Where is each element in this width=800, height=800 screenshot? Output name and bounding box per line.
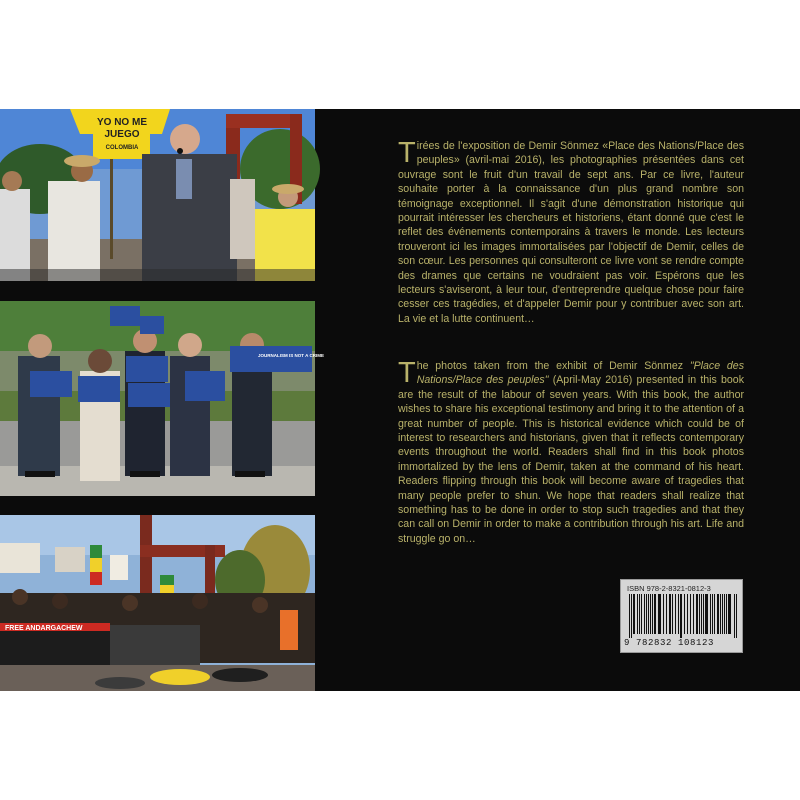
barcode-bar [652,594,653,634]
barcode-bar [684,594,685,634]
shirt-text-line-2: JUEGO [104,129,140,140]
english-exhibit-title: "Place des Nations/Place des peuples" [416,360,744,387]
barcode-bar [675,594,676,634]
barcode-bar [648,594,649,634]
barcode-bar [722,594,723,634]
barcode-bar [639,594,640,634]
barcode-bar [678,594,679,634]
french-dropcap: T [398,137,416,169]
barcode-bar [654,594,656,634]
photo-speaker-rally [0,109,315,281]
barcode-bar [646,594,647,634]
barcode-bar [637,594,638,634]
barcode-bar [717,594,719,634]
barcode-bar [710,594,711,634]
barcode-bar [690,594,691,634]
barcode-bar [714,594,715,634]
barcode-bar [687,594,688,634]
photo-ethiopian-protest [0,515,315,691]
barcode-bar [696,594,698,634]
barcode-bar [633,594,635,634]
barcode-bar [734,594,735,638]
barcode-bar [720,594,721,634]
shirt-text-line-3: COLOMBIA [105,145,139,151]
barcode-bar [724,594,725,634]
banner-text: FREE ANDARGACHEW [5,625,83,632]
barcode-bar [666,594,667,634]
english-text-before: he photos taken from the exhibit of Demir Sönmez [416,360,690,372]
photo-journalism-protest [0,301,324,496]
barcode-bar [644,594,645,634]
sign-text: JOURNALISM IS NOT A CRIME [258,353,324,358]
barcode-bar [631,594,632,638]
barcode-bar [736,594,737,638]
french-text: irées de l'exposition de Demir Sönmez «Place des Nations/Place des peuples» (avril-mai 2016), les photographies présentées dans cet ouvrage sont le fruit d'un travail de sept ans. Par ce livre, l'auteur souhaite porter à la connaissance d'un plus grand nombre son témoignage exceptionnel. Il s'agit d'une démonstration historique qui pourrait intéresser les chercheurs et historiens, étant donné que c'est le reflet des événements contemporains à travers le monde. Les lecteurs trouveront ici les images immortalisées par l'objectif de Demir, celles de son cœur. Les personnes qui consulteront ce livre vont se rendre compte des drames que certains ne voudraient pas voir. Espérons que les lecteurs s'aviseront, à leur tour, d'entreprendre quelque chose pour faire cesser ces tragédies, et d'appeler Demir pour y contribuer avec son art. La vie et la lutte continuent… [398,140,744,325]
barcode-bar [669,594,671,634]
english-description [398,359,744,546]
barcode-bar [712,594,713,634]
barcode-bar [705,594,708,634]
barcode-bar [658,594,661,634]
barcode-digits: 9 782832 108123 [624,638,715,648]
shirt-text-line-1: YO NO ME [96,117,148,128]
barcode-bar [699,594,700,634]
book-back-cover [0,109,800,691]
barcode-bar [703,594,704,634]
french-description [398,139,744,326]
barcode-bar [663,594,664,634]
barcode-bar [672,594,673,634]
barcode-bar [641,594,642,634]
barcode-bar [680,594,682,638]
barcode-bars-graphic [627,594,738,638]
barcode-bar [701,594,702,634]
barcode-bar [693,594,694,634]
barcode-bar [650,594,651,634]
isbn-barcode [620,579,743,653]
isbn-label: ISBN 978-2-8321-0812-3 [627,584,711,593]
barcode-bar [726,594,727,634]
english-dropcap: T [398,357,416,389]
barcode-bar [629,594,630,638]
barcode-bar [728,594,731,634]
english-text-after: (April-May 2016) presented in this book are the result of the labour of seven years. With this book, the author wishes to share his exceptional testimony and bring it to the attention of a great number of people. This is historical evidence which could be of interest to researchers and historians, given that it reflects contemporary events throughout the world. Readers shall find in this book photos immortalized by the lens of Demir, taken at the command of his heart. Readers flipping through this book will become aware of tragedies that many people prefer to shun. We hope that readers shall realize that something has to be done in order to stop such tragedies and that they can call on Demir in order to make a contribution through his art. Life and struggle go on… [398,374,744,545]
